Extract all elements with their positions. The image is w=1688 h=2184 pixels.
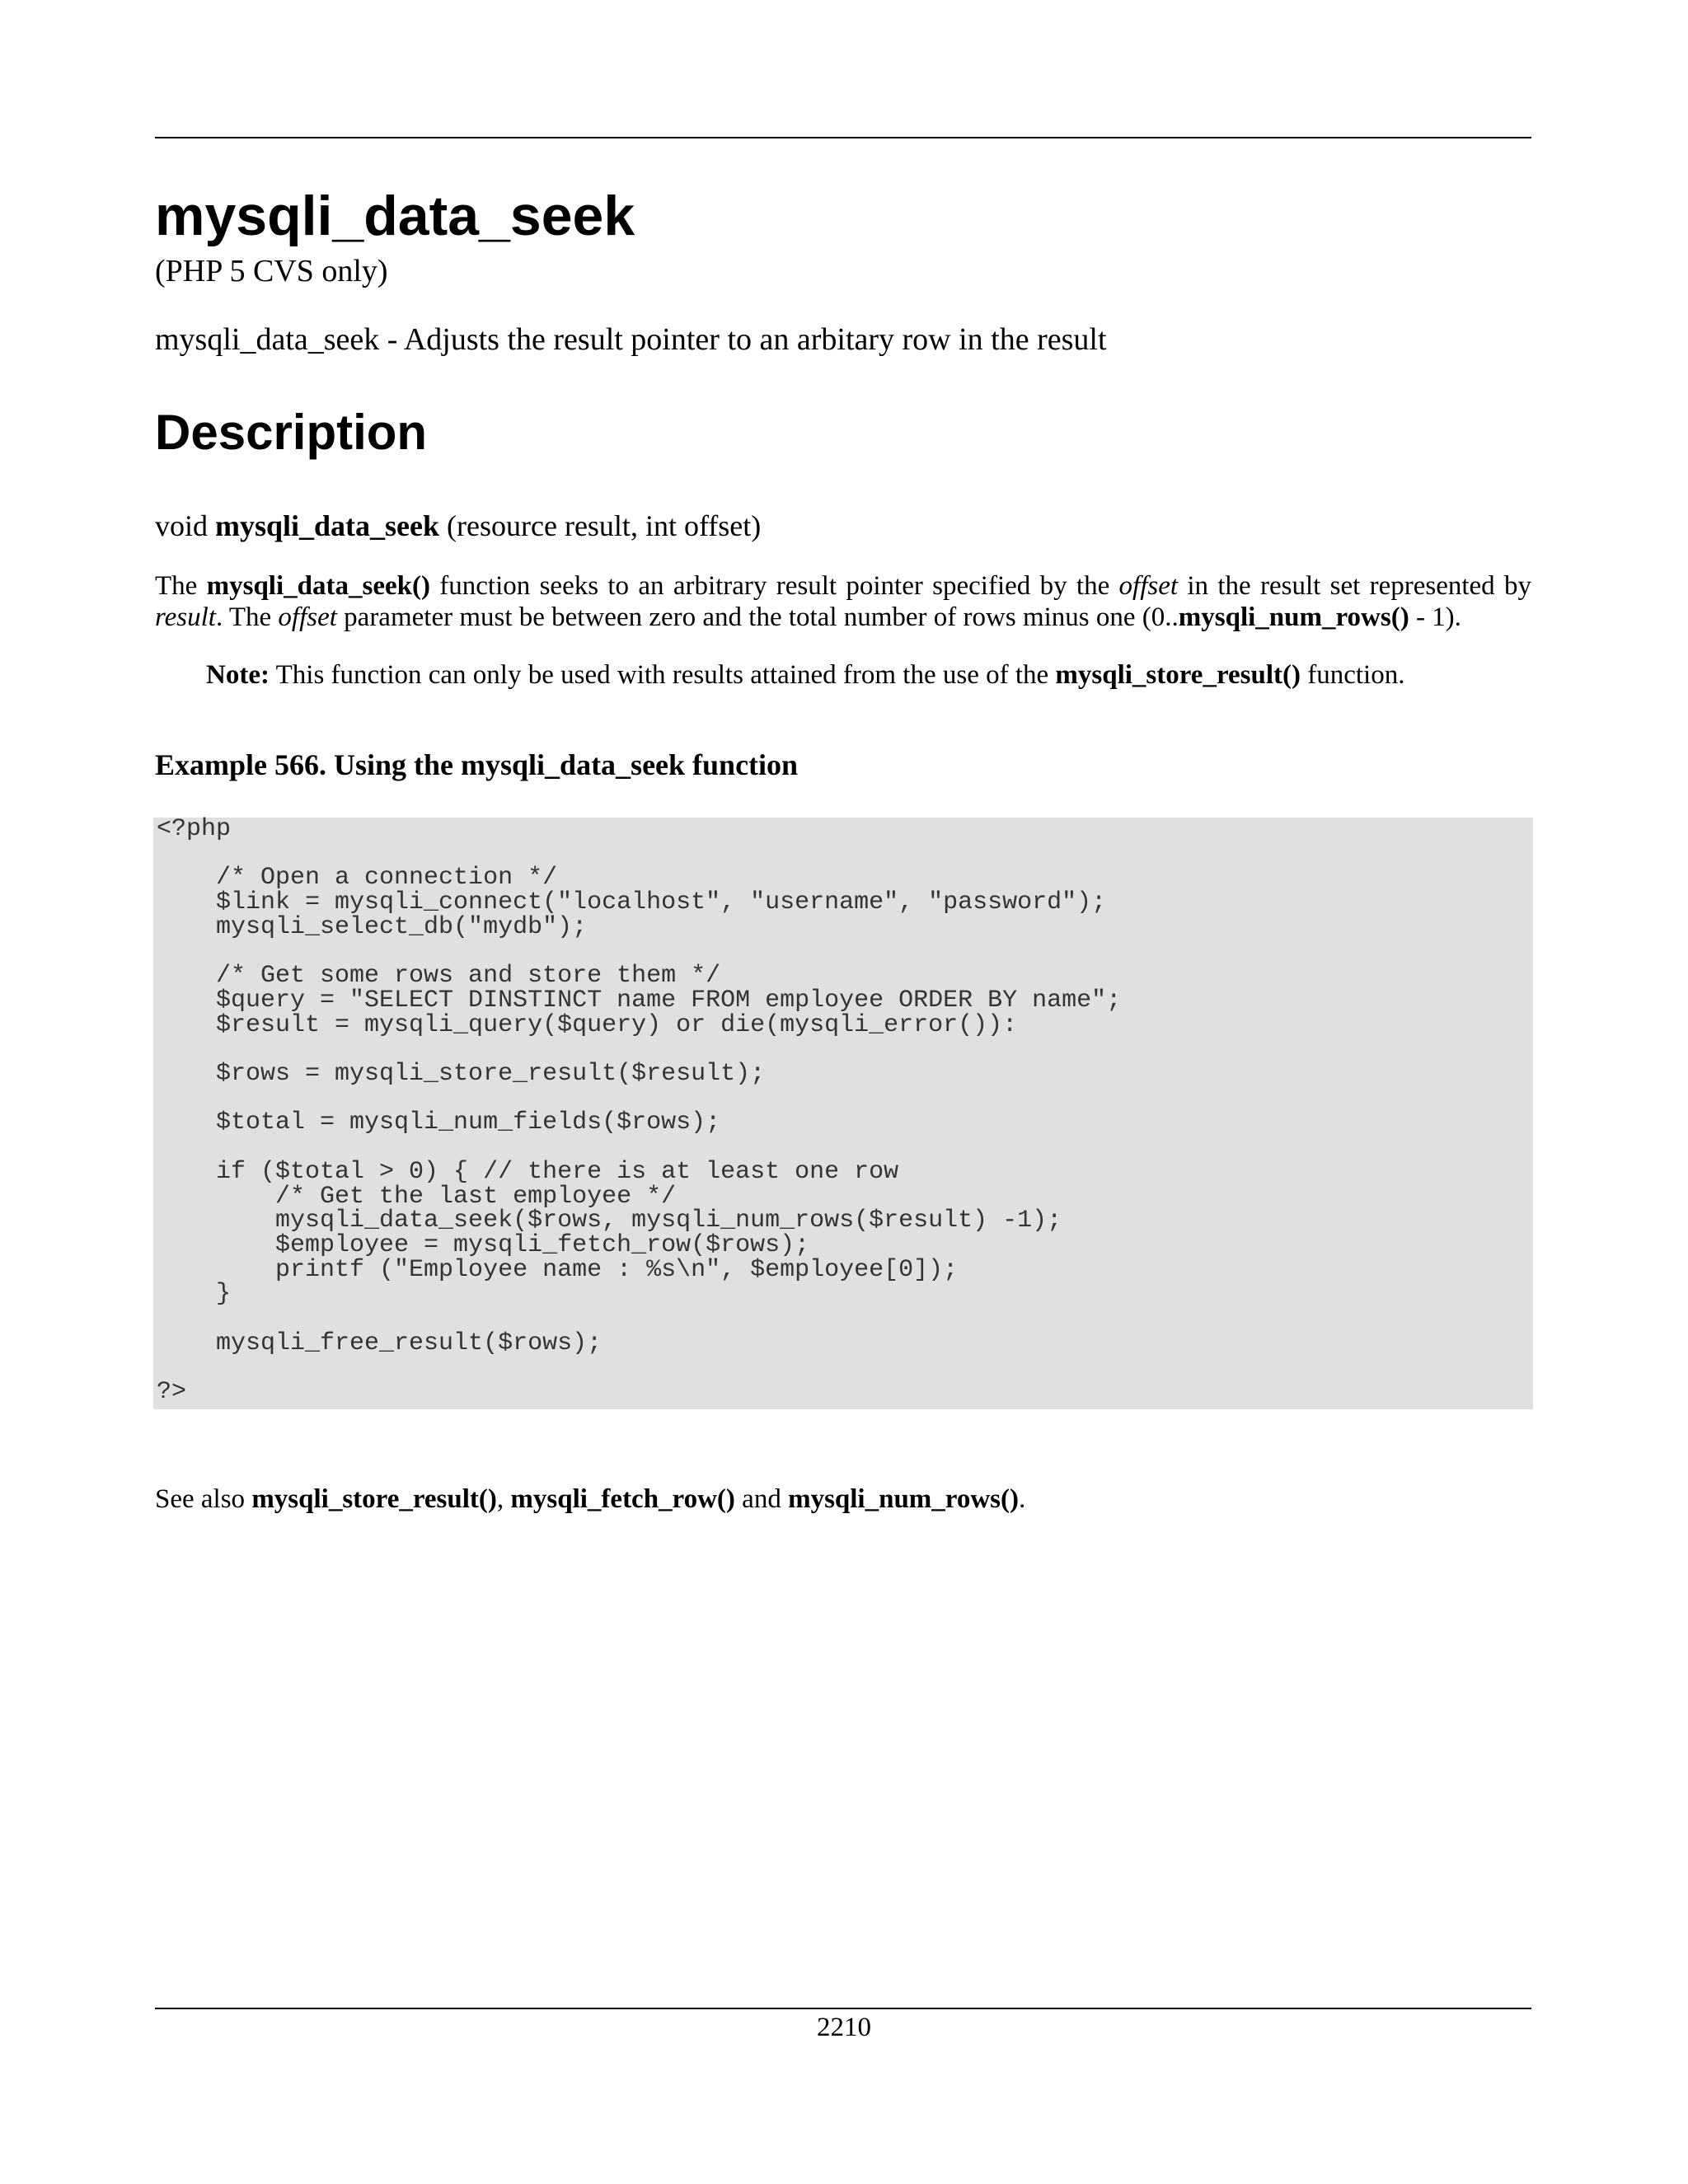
- description-text: . The: [215, 602, 279, 632]
- synopsis-return-type: void: [155, 509, 209, 542]
- see-also-text: See also: [155, 1484, 252, 1514]
- parameter-reference: offset: [278, 602, 337, 632]
- description-text: in the result set represented by: [1178, 571, 1531, 601]
- note-block: [206, 659, 1404, 691]
- parameter-reference: offset: [1118, 571, 1179, 601]
- see-also-text: .: [1019, 1484, 1026, 1514]
- function-reference: mysqli_num_rows(): [1178, 602, 1409, 632]
- function-reference: mysqli_store_result(): [1055, 660, 1301, 690]
- synopsis-params: (resource result, int offset): [447, 509, 762, 542]
- description-text: function seeks to an arbitrary result pointer specified by the: [429, 571, 1119, 601]
- see-also-line: [155, 1483, 1531, 1515]
- see-also-link[interactable]: mysqli_fetch_row(): [510, 1484, 735, 1514]
- description-heading: Description: [155, 405, 428, 460]
- note-text: function.: [1301, 660, 1405, 690]
- note-text: This function can only be used with results attained from the use of the: [269, 660, 1056, 690]
- code-listing: <?php /* Open a connection */ $link = mysqli_connect("localhost", "username", "password"); mysqli_select_db("mydb"); /* Get some rows and store them */ $query = "SELECT DINSTINCT name FROM employee ORDER BY name"; $result = mysqli_query($query) or die(mysqli_error()): $rows = mysqli_store_result($result); $total = mysqli_num_fields($rows); if ($total > 0) { // there is at least one row /* Get the last employee */ mysqli_data_seek($rows, mysqli_num_rows($result) -1); $employee = mysqli_fetch_row($rows); printf ("Employee name : %s\n", $employee[0]); } mysqli_free_result($rows); ?>: [157, 815, 1122, 1407]
- footer-rule: [155, 2008, 1531, 2009]
- see-also-link[interactable]: mysqli_num_rows(): [788, 1484, 1019, 1514]
- php-version-note: (PHP 5 CVS only): [155, 254, 388, 288]
- function-reference: mysqli_data_seek(): [206, 571, 430, 601]
- header-rule: [155, 137, 1531, 138]
- page-number: 2210: [817, 2013, 871, 2042]
- code-example: [153, 815, 1533, 1409]
- note-label: Note:: [206, 660, 270, 690]
- example-title: Example 566. Using the mysqli_data_seek function: [155, 748, 799, 781]
- function-summary: mysqli_data_seek - Adjusts the result pointer to an arbitary row in the result: [155, 322, 1107, 357]
- synopsis-function-name: mysqli_data_seek: [215, 509, 440, 542]
- parameter-reference: result: [155, 602, 216, 632]
- see-also-text: and: [734, 1484, 789, 1514]
- function-synopsis: [155, 511, 761, 541]
- description-text: - 1).: [1409, 602, 1461, 632]
- see-also-link[interactable]: mysqli_store_result(): [251, 1484, 497, 1514]
- see-also-text: ,: [496, 1484, 511, 1514]
- page-title: mysqli_data_seek: [155, 185, 635, 247]
- description-text: The: [155, 571, 207, 601]
- description-paragraph: [155, 570, 1531, 633]
- description-text: parameter must be between zero and the total number of rows minus one (0..: [336, 602, 1179, 632]
